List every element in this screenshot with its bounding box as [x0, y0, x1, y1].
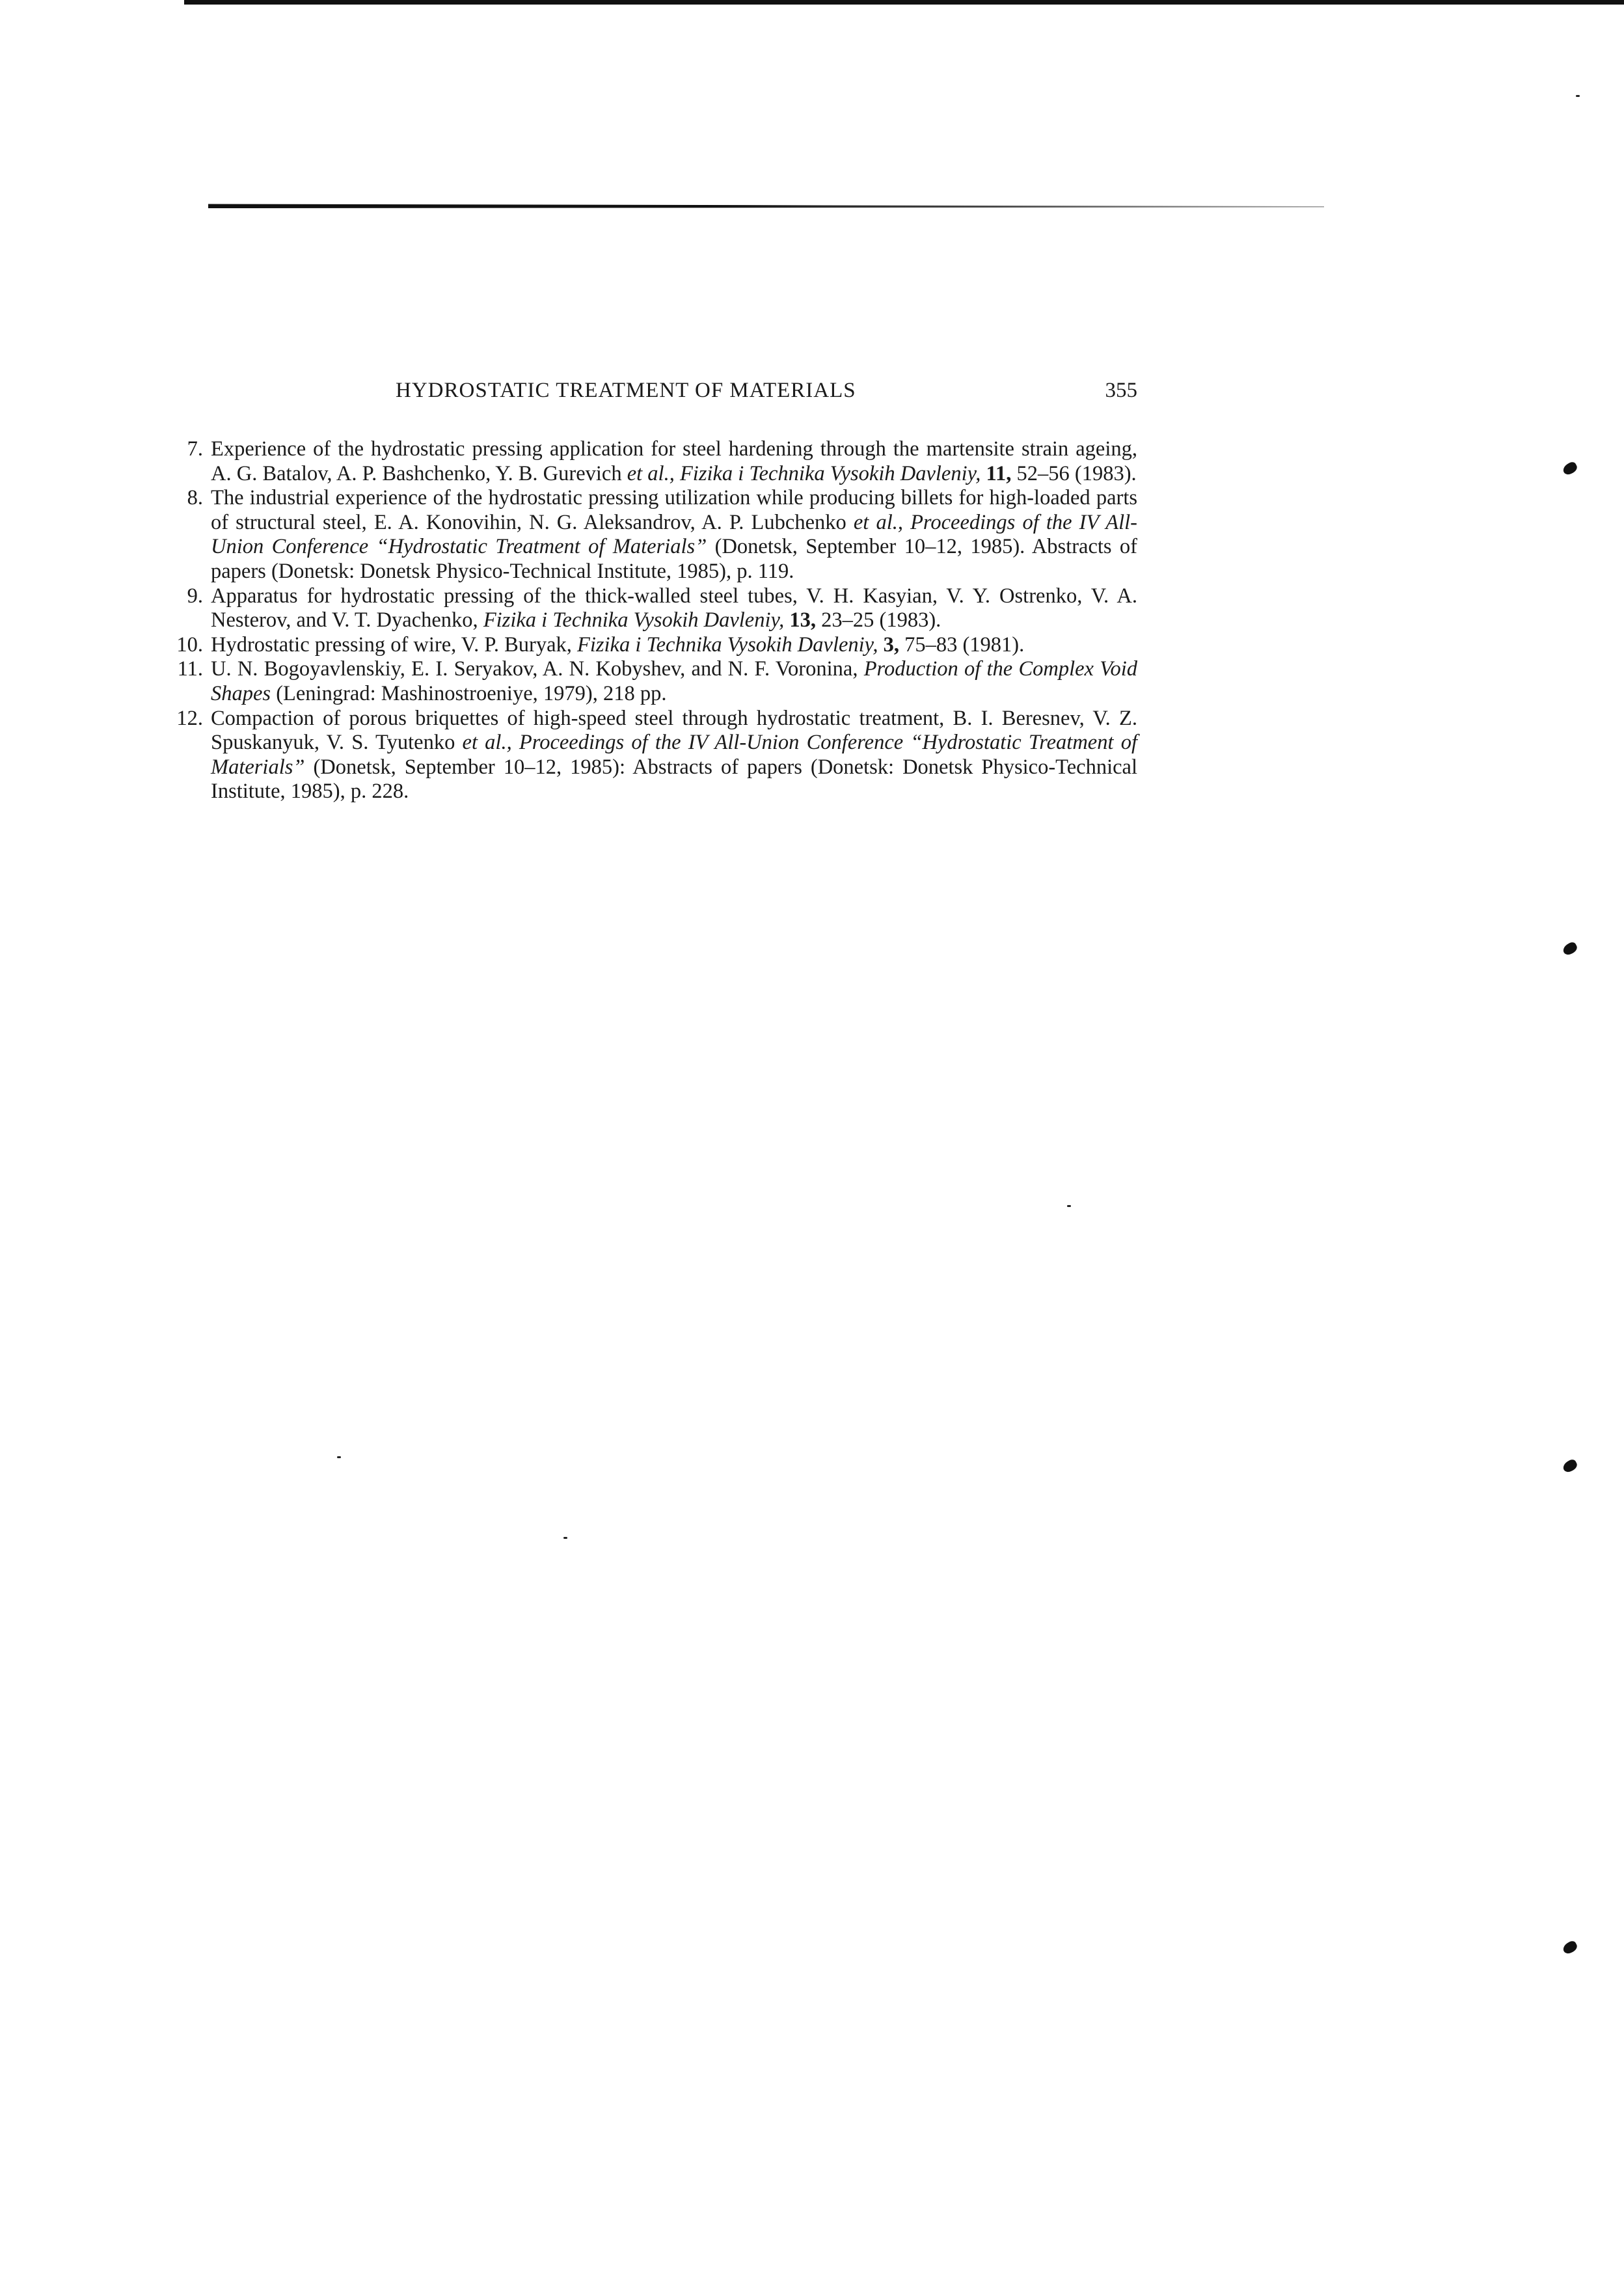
running-title: HYDROSTATIC TREATMENT OF MATERIALS — [396, 379, 856, 402]
reference-text — [211, 486, 1137, 584]
reference-text-part: The industrial experience of the hydrostatic pressing utilization while producing billets for high-loaded parts of structural steel, E. A. Konovihin, N. G. Aleksandrov, A. P. Lubchenko — [211, 486, 1137, 534]
book-title: Production of the Complex Void Shapes — [211, 657, 1137, 705]
page-number: 355 — [1105, 379, 1137, 402]
reference-text-part: Compaction of porous briquettes of high-speed steel through hydrostatic treatment, B. I. Beresnev, V. Z. Spuskanyuk, V. S. Tyutenko — [211, 706, 1137, 755]
reference-number: 10. — [176, 632, 203, 657]
reference-text-part: (Donetsk, September 10–12, 1985). Abstracts of papers (Donetsk: Donetsk Physico-Technical Institute, 1985), p. 119. — [211, 535, 1137, 583]
reference-item — [161, 584, 1137, 633]
reference-text — [211, 437, 1137, 486]
volume-number: 13, — [789, 608, 817, 632]
reference-text-part: 23–25 (1983). — [816, 608, 941, 632]
reference-number: 9. — [187, 584, 203, 608]
reference-text — [211, 633, 1137, 658]
journal-title: Fizika i Technika Vysokih Davleniy, — [577, 632, 878, 657]
reference-text-part: 52–56 (1983). — [1011, 461, 1137, 485]
reference-text-part: U. N. Bogoyavlenskiy, E. I. Seryakov, A. N. Kobyshev, and N. F. Voronina, — [211, 657, 864, 681]
reference-number: 11. — [177, 657, 203, 681]
scan-page-edge — [184, 0, 1624, 5]
reference-text-part: Experience of the hydrostatic pressing application for steel hardening through the martensite strain ageing, A. G. Batalov, A. P. Bashchenko, Y. B. Gurevich — [211, 437, 1137, 485]
reference-text — [211, 707, 1137, 804]
journal-title: Fizika i Technika Vysokih Davleniy, — [483, 608, 785, 632]
volume-number: 11, — [986, 461, 1012, 485]
reference-text — [211, 584, 1137, 633]
reference-item — [161, 657, 1137, 706]
scan-speck — [563, 1537, 567, 1539]
binder-hole-mark — [1562, 1458, 1579, 1474]
proceedings-title: et al., Proceedings of the IV All-Union Conference “Hydrostatic Treatment of Materials” — [211, 731, 1137, 779]
reference-number: 12. — [176, 706, 203, 730]
reference-item — [161, 486, 1137, 584]
running-head — [396, 379, 1137, 411]
binder-hole-mark — [1562, 461, 1579, 476]
reference-item — [161, 437, 1137, 486]
reference-text-part — [981, 462, 986, 485]
journal-title: et al., Fizika i Technika Vysokih Davleniy, — [627, 461, 981, 485]
reference-number: 7. — [187, 437, 203, 461]
scan-speck — [1576, 95, 1580, 97]
reference-text-part: Apparatus for hydrostatic pressing of the thick-walled steel tubes, V. H. Kasyian, V. Y. Ostrenko, V. A. Nesterov, and V. T. Dyachenko, — [211, 584, 1137, 632]
scan-rule-line — [208, 202, 1324, 208]
proceedings-title: et al., Proceedings of the IV All-Union Conference “Hydrostatic Treatment of Materials” — [211, 510, 1138, 559]
scan-speck — [1067, 1205, 1071, 1207]
binder-hole-mark — [1562, 941, 1579, 957]
volume-number: 3, — [883, 632, 899, 657]
reference-list — [161, 437, 1137, 804]
reference-text-part: 75–83 (1981). — [899, 632, 1025, 657]
reference-text-part: (Donetsk, September 10–12, 1985): Abstracts of papers (Donetsk: Donetsk Physico-Technical Institute, 1985), p. 228. — [211, 755, 1137, 804]
reference-text-part: Hydrostatic pressing of wire, V. P. Buryak, — [211, 632, 577, 657]
scan-speck — [337, 1456, 341, 1458]
reference-number: 8. — [187, 486, 203, 510]
binder-hole-mark — [1562, 1940, 1579, 1955]
reference-text-part: (Leningrad: Mashinostroeniye, 1979), 218 pp. — [271, 681, 667, 705]
reference-text-part — [878, 633, 883, 657]
reference-text — [211, 657, 1137, 706]
reference-item — [161, 707, 1137, 804]
reference-item — [161, 633, 1137, 658]
